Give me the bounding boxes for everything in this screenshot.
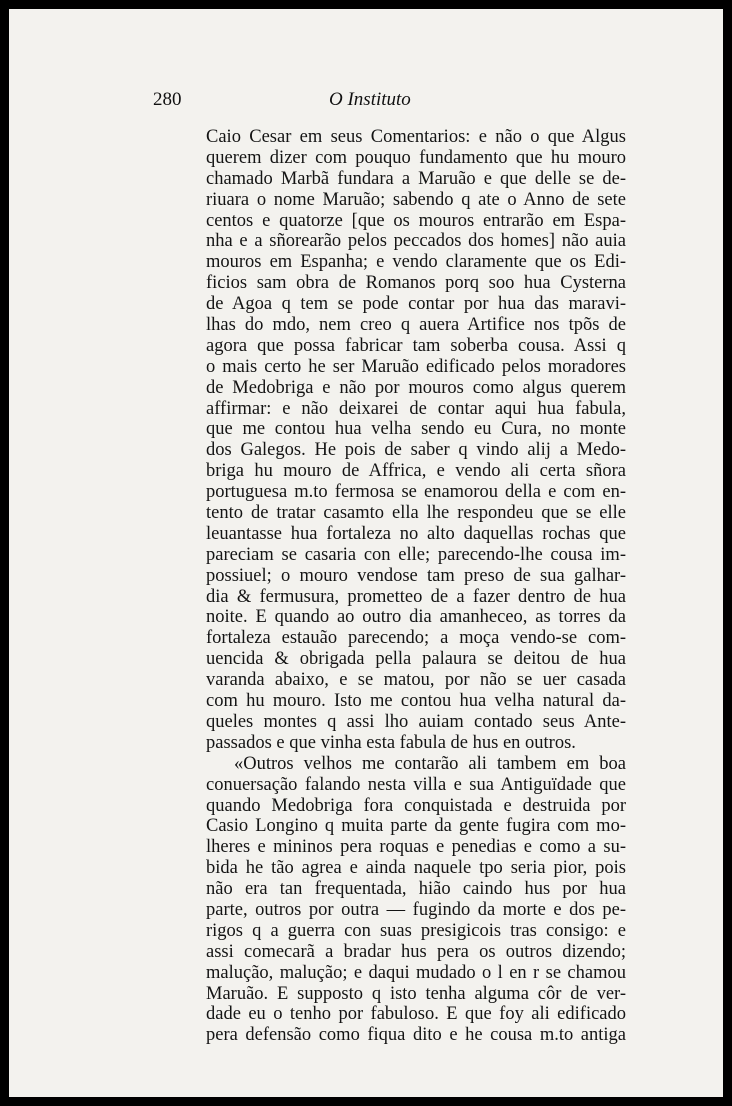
text-line: riuara o nome Maruão; sabendo q ate o Anno de sete xyxy=(206,189,626,210)
text-line: com hu mouro. Isto me contou hua velha natural da- xyxy=(206,691,626,712)
text-line: nha e a sñorearão pelos peccados dos homes] não auia xyxy=(206,231,626,252)
text-line: rigos q a guerra con suas presigicois tras consigo: e xyxy=(206,920,626,941)
text-line: de Medobriga e não por mouros como algus querem xyxy=(206,377,626,398)
text-line: fortaleza estauão parecendo; a moça vendo-se com- xyxy=(206,628,626,649)
text-line: que me contou hua velha sendo eu Cura, no monte xyxy=(206,419,626,440)
text-line: lheres e mininos pera roquas e penedias e como a su- xyxy=(206,837,626,858)
book-page xyxy=(9,9,723,1097)
text-line: portuguesa m.to fermosa se enamorou della e com en- xyxy=(206,482,626,503)
text-line: possiuel; o mouro vendose tam preso de sua galhar- xyxy=(206,565,626,586)
text-line: conuersação falando nesta villa e sua Antiguïdade que xyxy=(206,774,626,795)
body-text xyxy=(206,127,626,1046)
text-line: parte, outros por outra — fugindo da morte e dos pe- xyxy=(206,899,626,920)
text-line: affirmar: e não deixarei de contar aqui hua fabula, xyxy=(206,398,626,419)
text-line: pareciam se casaria con elle; parecendo-lhe cousa im- xyxy=(206,544,626,565)
text-line: não era tan frequentada, hião caindo hus por hua xyxy=(206,879,626,900)
text-line: chamado Marbã fundara a Maruão e que delle se de- xyxy=(206,168,626,189)
text-line: dos Galegos. He pois de saber q vindo alij a Medo- xyxy=(206,440,626,461)
text-line: passados e que vinha esta fabula de hus en outros. xyxy=(206,732,576,753)
text-line: quando Medobriga fora conquistada e destruida por xyxy=(206,795,626,816)
page-number: 280 xyxy=(153,89,182,110)
text-line: Casio Longino q muita parte da gente fugira com mo- xyxy=(206,816,626,837)
text-line: lhas do mdo, nem creo q auera Artifice nos tpõs de xyxy=(206,315,626,336)
running-title: O Instituto xyxy=(329,89,411,110)
text-line: briga hu mouro de Affrica, e vendo ali certa sñora xyxy=(206,461,626,482)
text-line: tento de tratar casamto ella lhe respondeu que se elle xyxy=(206,503,626,524)
text-line: Maruão. E supposto q isto tenha alguma côr de ver- xyxy=(206,983,626,1004)
text-line: leuantasse hua fortaleza no alto daquellas rochas que xyxy=(206,523,626,544)
text-line: uencida & obrigada pella palaura se deitou de hua xyxy=(206,649,626,670)
text-line: queles montes q assi lho auiam contado seus Ante- xyxy=(206,711,626,732)
text-line: assi comecarã a bradar hus pera os outros dizendo; xyxy=(206,941,626,962)
text-line: «Outros velhos me contarão ali tambem em boa xyxy=(234,753,626,774)
text-line: pera defensão como fiqua dito e he cousa m.to antiga xyxy=(206,1025,626,1046)
text-line: bida he tão agrea e ainda naquele tpo seria pior, pois xyxy=(206,858,626,879)
text-line: dia & fermusura, prometteo de a fazer dentro de hua xyxy=(206,586,626,607)
text-line: ficios sam obra de Romanos porq soo hua Cysterna xyxy=(206,273,626,294)
text-line: centos e quatorze [que os mouros entrarão em Espa- xyxy=(206,210,626,231)
text-line: o mais certo he ser Maruão edificado pelos moradores xyxy=(206,356,626,377)
page-header xyxy=(9,89,723,117)
text-line: noite. E quando ao outro dia amanheceo, as torres da xyxy=(206,607,626,628)
text-line: dade eu o tenho por fabuloso. E que foy ali edificado xyxy=(206,1004,626,1025)
text-line: Caio Cesar em seus Comentarios: e não o que Algus xyxy=(206,127,626,147)
text-line: agora que possa fabricar tam soberba cousa. Assi q xyxy=(206,335,626,356)
text-line: mouros em Espanha; e vendo claramente que os Edi- xyxy=(206,252,626,273)
text-line: de Agoa q tem se pode contar por hua das maravi- xyxy=(206,294,626,315)
text-line: varanda abaixo, e se matou, por não se uer casada xyxy=(206,670,626,691)
text-line: malução, malução; e daqui mudado o l en r se chamou xyxy=(206,962,626,983)
text-line: querem dizer com pouquo fundamento que hu mouro xyxy=(206,147,626,168)
